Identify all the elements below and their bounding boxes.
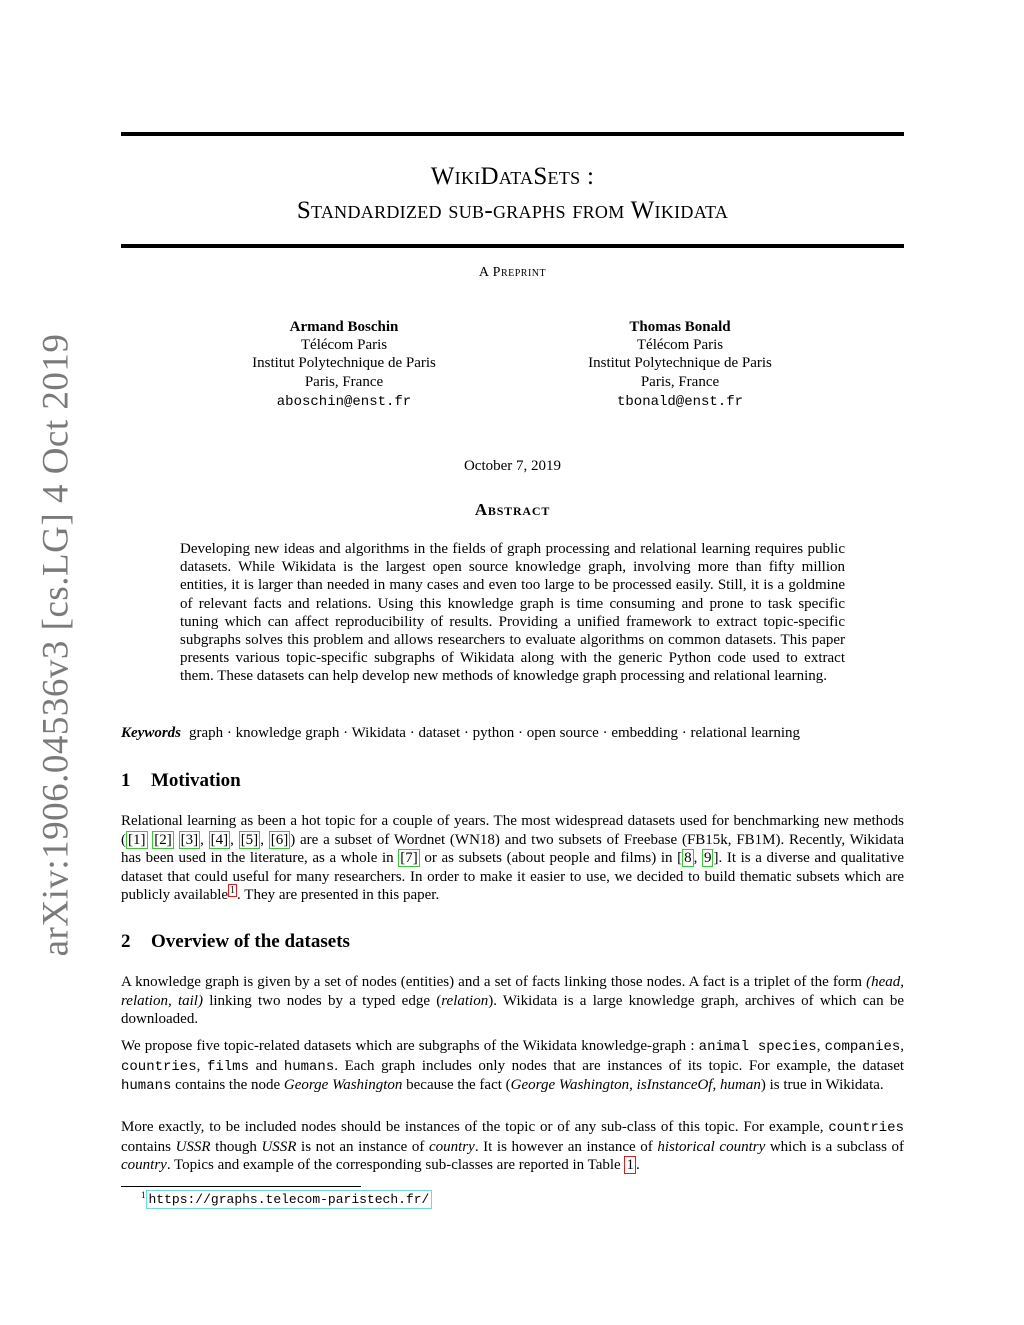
text-span: ]. It is a diverse and qualitative dataset that could useful for many researchers. In order to make it easier to use, we decided to build thematic subsets which are publicly available (121, 850, 905, 903)
section-title: Motivation (151, 770, 241, 791)
citation-link[interactable]: [2] (154, 831, 172, 848)
footnote-rule (121, 1186, 361, 1187)
dataset-name: films (206, 1058, 249, 1075)
overview-paragraph-1 (121, 973, 904, 1029)
paper-date: October 7, 2019 (463, 458, 562, 474)
section-heading-overview (121, 931, 904, 953)
author-location: Paris, France (640, 373, 720, 390)
text-span: . Topics and example of the corresponding sub-classes are reported in Table (166, 1157, 625, 1173)
author-location: Paris, France (304, 373, 384, 390)
author-2 (530, 318, 830, 411)
text-span: USSR (175, 1138, 211, 1155)
paper-title (121, 160, 904, 228)
table-link[interactable]: 1 (626, 1157, 634, 1173)
text-span: or as subsets (about people and films) in [ (419, 850, 683, 866)
author-affiliation: Télécom Paris (300, 337, 388, 354)
text-span: isInstanceOf (636, 1077, 713, 1093)
author-email[interactable]: aboschin@enst.fr (276, 393, 412, 410)
citation-link[interactable]: [6] (270, 831, 289, 848)
text-span: linking two nodes by a typed edge ( (202, 992, 442, 1009)
author-name: Thomas Bonald (629, 319, 731, 335)
dataset-name: countries (121, 1058, 197, 1075)
section-number: 2 (121, 931, 131, 952)
author-1 (194, 318, 494, 411)
text-span: contains the node (171, 1077, 284, 1093)
author-name: Armand Boschin (289, 319, 399, 335)
text-span: relation (441, 992, 489, 1009)
dataset-name: humans (121, 1078, 172, 1094)
overview-paragraph-2: We propose five topic-related datasets which are subgraphs of the Wikidata knowledge-graph : animal species, companies, countries, films and humans. Each graph includes only nodes that are instances of its topic. For example, the dataset humans contains the node George Washington because the fact (George Washington, isInstanceOf, human) is true in Wikidata. (121, 1038, 905, 1094)
text-span: because the fact ( (402, 1077, 511, 1093)
section-number: 1 (121, 770, 131, 791)
section-title: Overview of the datasets (151, 931, 350, 952)
footnote (141, 1190, 432, 1207)
arxiv-side-stamp: arXiv:1906.04536v3 [cs.LG] 4 Oct 2019 (35, 333, 77, 957)
text-span: Relational learning as been a hot topic for a couple of years. The most widespread datasets used for benchmarking new methods ( (121, 813, 904, 848)
footnote-url-link[interactable]: https://graphs.telecom-paristech.fr/ (146, 1190, 433, 1209)
text-span: ) are a subset of Wordnet (WN18) and two subsets of Freebase (FB15k, FB1M). Recently, Wikidata has been used in the literature, as a whole in (121, 831, 905, 866)
text-span: . Each graph includes only nodes that are instances of its topic. For example, the dataset (334, 1057, 905, 1074)
citation-link[interactable]: 9 (703, 850, 712, 866)
overview-paragraph-3 (121, 1118, 904, 1175)
author-institution: Institut Polytechnique de Paris (588, 355, 772, 372)
text-span: is not an instance of (296, 1138, 429, 1155)
author-affiliation: Télécom Paris (636, 337, 724, 354)
text-span: contains (121, 1138, 176, 1155)
citation-link[interactable]: [7] (400, 850, 418, 866)
text-span: ) is true in Wikidata. (760, 1077, 884, 1093)
preprint-label: A Preprint (478, 265, 547, 280)
title-rule-top (121, 132, 904, 136)
citation-link[interactable]: [5] (240, 831, 259, 848)
author-email[interactable]: tbonald@enst.fr (616, 393, 744, 410)
footnote-link[interactable]: 1 (230, 885, 236, 896)
citation-link[interactable]: 8 (684, 850, 692, 866)
text-span: country (428, 1138, 475, 1155)
text-span: though (210, 1138, 262, 1155)
citation-link[interactable]: [1] (128, 831, 146, 848)
text-span: human (719, 1077, 761, 1093)
citation-link[interactable]: [4] (210, 831, 229, 848)
text-span: country (121, 1157, 167, 1173)
abstract-text: Developing new ideas and algorithms in the fields of graph processing and relational learning requires public datasets. While Wikidata is the largest open source knowledge graph, involving more than fifty million entities, it is larger than needed in many cases and even too large to be processed easily. Still, it is a goldmine of relevant facts and relations. Using this knowledge graph is time consuming and prone to task specific tuning which can affect reproducibility of results. Providing a unified framework to extract topic-specific subgraphs solves this problem and allows researchers to evaluate algorithms on common datasets. This paper presents various topic-specific subgraphs of Wikidata along with the generic Python code used to extract them. These datasets can help develop new methods of knowledge graph processing and relational learning. (180, 541, 845, 685)
title-rule-bottom (121, 244, 904, 248)
motivation-paragraph: Relational learning as been a hot topic for a couple of years. The most widespread datasets used for benchmarking new methods ( [1] [2] [3] , [4] , [5] , [6] ) are a subset of Wordnet (WN18) and two subsets of Freebase (FB15k, FB1M). Recently, Wikidata has been used in the literature, as a whole in [7] or as subsets (about people and films) in [ 8 , 9 ]. It is a diverse and qualitative dataset that could useful for many researchers. In order to make it easier to use, we decided to build thematic subsets which are publicly available $^1$ . They are presented in this paper. (121, 813, 905, 903)
dataset-name: companies (824, 1039, 901, 1055)
footnote-mark: 1 (141, 1190, 146, 1200)
text-span: We propose five topic-related datasets which are subgraphs of the Wikidata knowledge-graph : (121, 1038, 699, 1054)
section-heading-motivation (121, 770, 904, 792)
text-span: George Washington (510, 1077, 630, 1093)
math-triplet: (head, relation, tail) (121, 974, 904, 1009)
text-span: ). Wikidata is a large knowledge graph, archives of which can be downloaded. (121, 992, 904, 1027)
text-span: More exactly, to be included nodes should be instances of the topic or of any sub-class of this topic. For example, (121, 1119, 829, 1135)
text-span: which is a subclass of (765, 1138, 905, 1155)
title-line-2: Standardized sub-graphs from Wikidata (296, 197, 729, 224)
citation-link[interactable]: [3] (180, 831, 199, 848)
keywords (121, 724, 904, 742)
title-line-1: WikiDataSets : (430, 163, 595, 190)
keywords-text: graph · knowledge graph · Wikidata · dataset · python · open source · embedding · relational learning (189, 725, 800, 741)
abstract-heading: Abstract (474, 500, 551, 519)
dataset-name: countries (828, 1120, 904, 1136)
dataset-name: animal species (698, 1039, 817, 1055)
text-span: A knowledge graph is given by a set of nodes (entities) and a set of facts linking those nodes. A fact is a triplet of the form (121, 974, 867, 990)
text-span: USSR (261, 1138, 297, 1155)
text-span: George Washington (283, 1077, 403, 1093)
text-span: . It is however an instance of (474, 1138, 658, 1155)
keywords-label: Keywords (121, 725, 181, 741)
dataset-name: humans (283, 1058, 335, 1075)
text-span: . (635, 1157, 640, 1173)
author-institution: Institut Polytechnique de Paris (252, 355, 436, 372)
text-span: . They are presented in this paper. (237, 887, 440, 903)
text-span: historical country (657, 1138, 766, 1155)
